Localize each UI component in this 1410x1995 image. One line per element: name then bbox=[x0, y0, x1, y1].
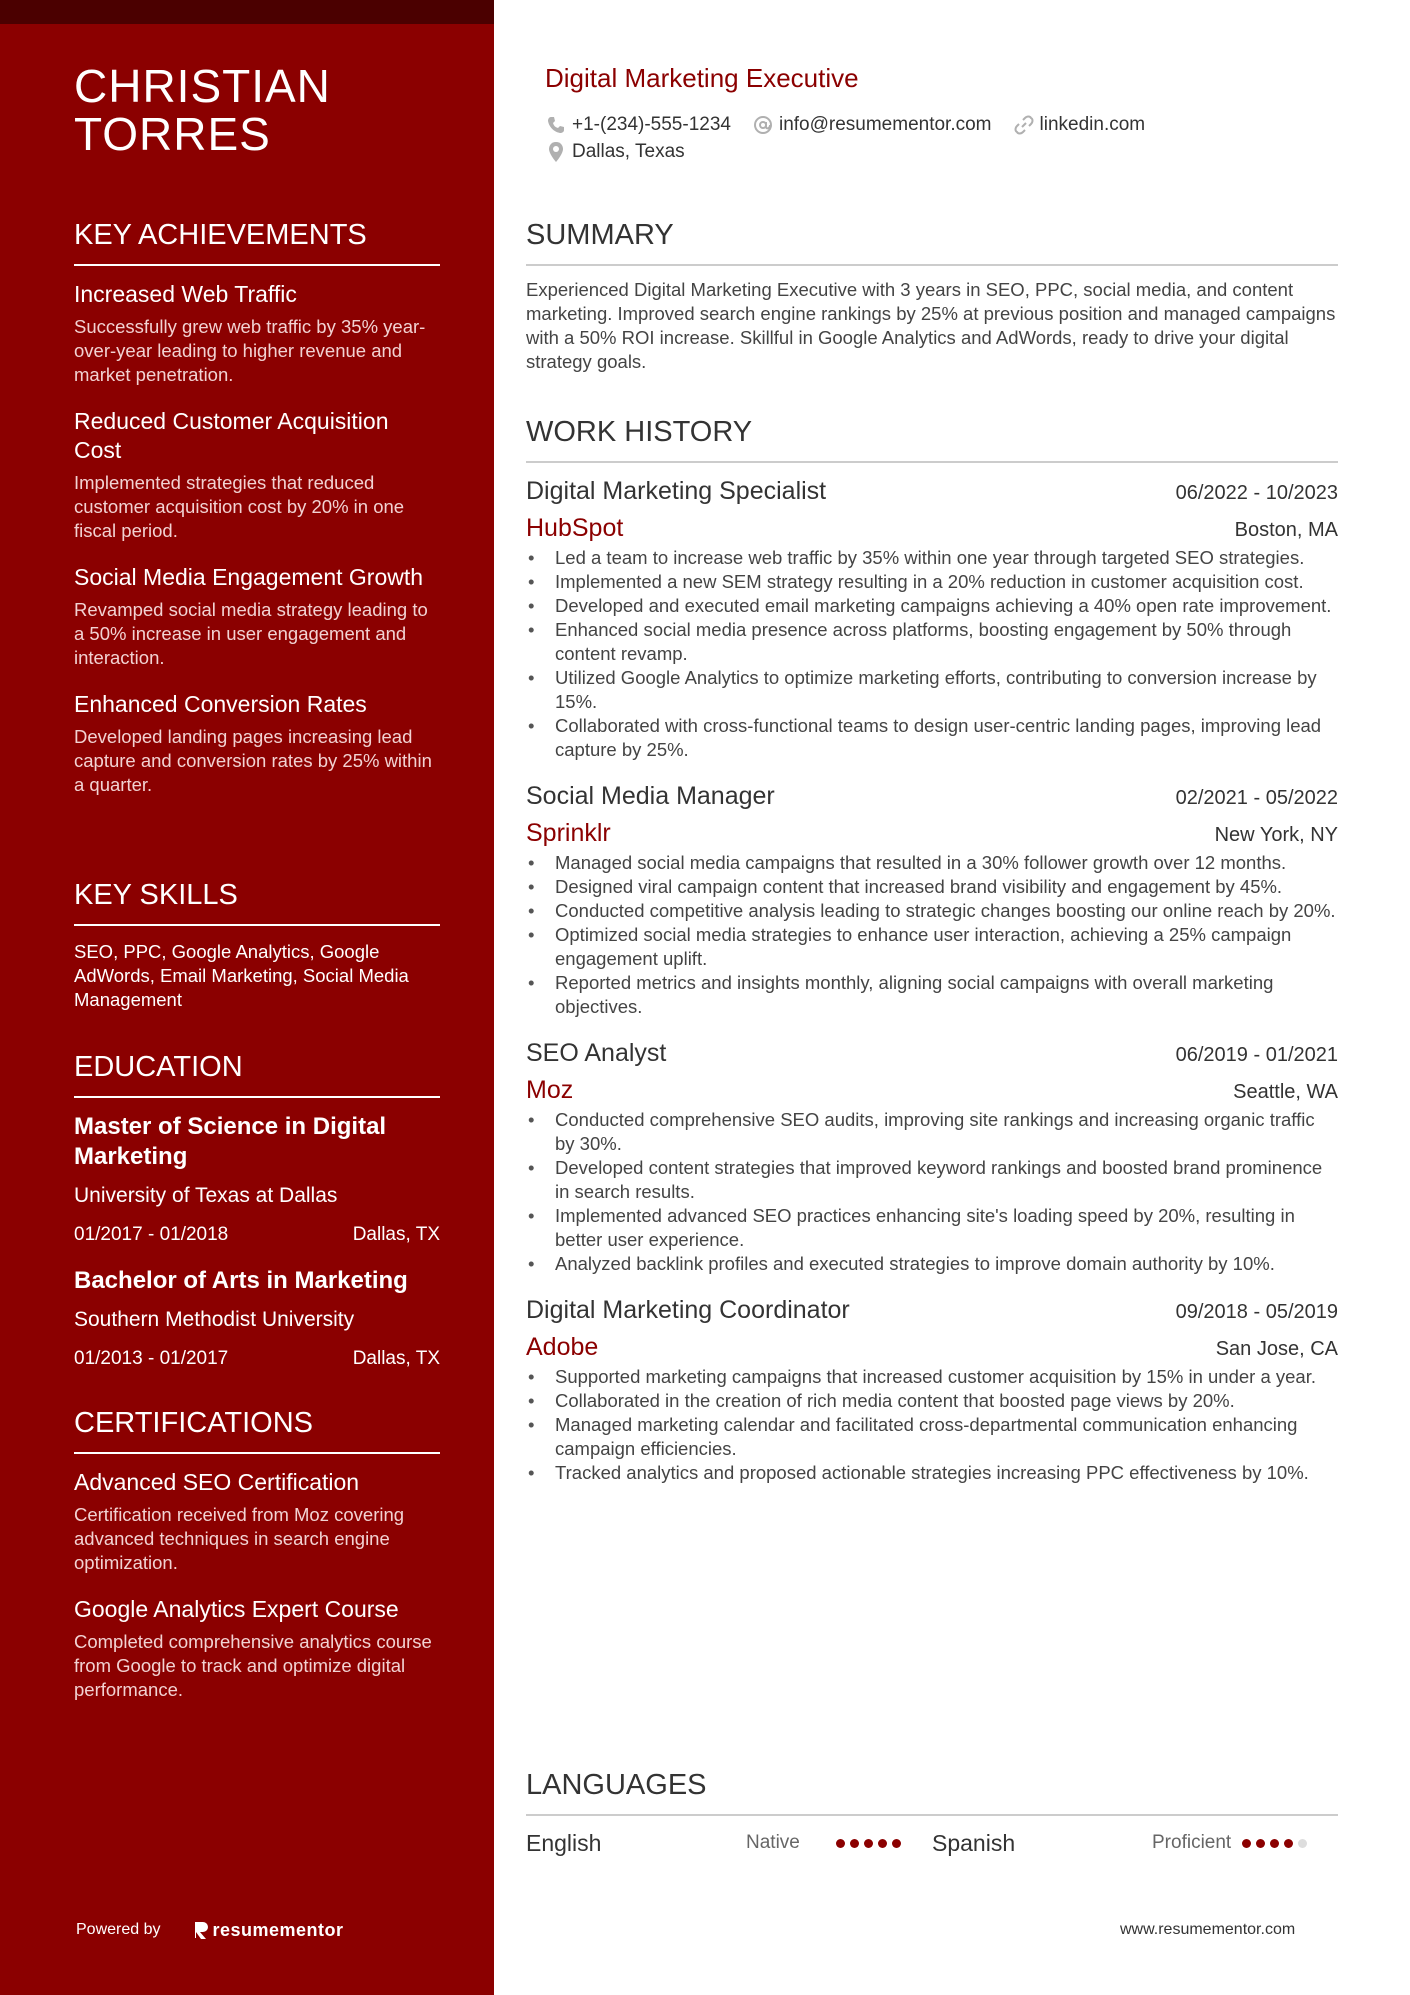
job-bullet: • Collaborated with cross-functional teams to design user-centric landing pages, improving lead capture by 25%. bbox=[526, 714, 1338, 762]
certification-title: Advanced SEO Certification bbox=[74, 1469, 360, 1495]
certifications-section bbox=[74, 1406, 440, 1722]
contact-linkedin bbox=[1014, 112, 1146, 138]
last-name: TORRES bbox=[74, 108, 271, 160]
job-location: Seattle, WA bbox=[1233, 1081, 1338, 1103]
edu-location: Dallas, TX bbox=[352, 1224, 440, 1245]
job-dates: 06/2019 - 01/2021 bbox=[1175, 1044, 1338, 1066]
contact-email bbox=[753, 112, 992, 138]
job-bullet: • Developed content strategies that improved keyword rankings and boosted brand prominence in search results. bbox=[526, 1156, 1338, 1204]
education-section bbox=[74, 1050, 440, 1390]
rating-dot bbox=[1298, 1839, 1307, 1848]
achievement-title: Increased Web Traffic bbox=[74, 281, 297, 307]
at-icon bbox=[753, 115, 773, 135]
edu-degree: Bachelor of Arts in Marketing bbox=[74, 1267, 408, 1294]
job-location: New York, NY bbox=[1214, 824, 1338, 846]
edu-school: University of Texas at Dallas bbox=[74, 1184, 338, 1207]
rating-dot bbox=[836, 1839, 845, 1848]
job-role: SEO Analyst bbox=[526, 1039, 667, 1067]
job-bullet: • Enhanced social media presence across platforms, boosting engagement by 50% through content revamp. bbox=[526, 618, 1338, 666]
achievements-section bbox=[74, 218, 440, 817]
job-bullet: • Designed viral campaign content that increased brand visibility and engagement by 45%. bbox=[526, 875, 1338, 899]
achievement-desc: Revamped social media strategy leading to a 50% increase in user engagement and interaction. bbox=[74, 599, 428, 668]
job-entry bbox=[526, 475, 1338, 762]
achievement-desc: Implemented strategies that reduced customer acquisition cost by 20% in one fiscal period. bbox=[74, 472, 405, 541]
sidebar-top-bar bbox=[0, 0, 494, 24]
job-bullet: • Implemented advanced SEO practices enhancing site's loading speed by 20%, resulting in better user experience. bbox=[526, 1204, 1338, 1252]
sidebar bbox=[0, 0, 494, 1995]
work-history-section bbox=[526, 415, 1338, 1503]
job-role: Digital Marketing Specialist bbox=[526, 477, 827, 505]
summary-section bbox=[526, 218, 1338, 374]
job-bullet: • Supported marketing campaigns that increased customer acquisition by 15% in under a year. bbox=[526, 1365, 1338, 1389]
job-company: HubSpot bbox=[526, 514, 624, 542]
powered-by-label: Powered by bbox=[76, 1921, 161, 1938]
job-location: Boston, MA bbox=[1234, 519, 1338, 541]
job-bullets bbox=[526, 1108, 1338, 1276]
language-rating bbox=[836, 1839, 906, 1848]
education-title: EDUCATION bbox=[74, 1050, 440, 1098]
achievements-title: KEY ACHIEVEMENTS bbox=[74, 218, 440, 266]
link-icon bbox=[1014, 115, 1034, 135]
linkedin-text: linkedin.com bbox=[1039, 114, 1146, 135]
language-name: English bbox=[526, 1830, 602, 1856]
job-entry bbox=[526, 1037, 1338, 1276]
job-role: Digital Marketing Coordinator bbox=[526, 1296, 850, 1324]
candidate-name bbox=[74, 62, 434, 158]
languages-title: LANGUAGES bbox=[526, 1768, 1338, 1816]
job-bullet: • Optimized social media strategies to enhance user interaction, achieving a 25% campaign engagement uplift. bbox=[526, 923, 1338, 971]
language-level: Proficient bbox=[1152, 1832, 1232, 1853]
rating-dot bbox=[864, 1839, 873, 1848]
achievement-desc: Developed landing pages increasing lead capture and conversion rates by 25% within a quarter. bbox=[74, 726, 432, 795]
certification-desc: Completed comprehensive analytics course from Google to track and optimize digital performance. bbox=[74, 1631, 432, 1700]
contact-location bbox=[546, 139, 685, 165]
job-bullets bbox=[526, 851, 1338, 1019]
certification-item bbox=[74, 1595, 440, 1702]
headline: Digital Marketing Executive bbox=[545, 63, 859, 93]
education-item bbox=[74, 1266, 440, 1372]
job-bullet: • Led a team to increase web traffic by 35% within one year through targeted SEO strategies. bbox=[526, 546, 1338, 570]
achievement-item bbox=[74, 280, 440, 387]
rating-dot bbox=[1256, 1839, 1265, 1848]
job-location: San Jose, CA bbox=[1215, 1338, 1338, 1360]
job-entry bbox=[526, 780, 1338, 1019]
rating-dot bbox=[1242, 1839, 1251, 1848]
job-bullet: • Implemented a new SEM strategy resulting in a 20% reduction in customer acquisition cost. bbox=[526, 570, 1338, 594]
language-rating bbox=[1242, 1839, 1312, 1848]
summary-title: SUMMARY bbox=[526, 218, 1338, 266]
job-bullets bbox=[526, 546, 1338, 762]
education-item bbox=[74, 1112, 440, 1248]
location-text: Dallas, Texas bbox=[572, 141, 685, 162]
rating-dot bbox=[1284, 1839, 1293, 1848]
resumementor-logo-icon bbox=[193, 1920, 209, 1940]
powered-by bbox=[76, 1918, 344, 1942]
skills-text: SEO, PPC, Google Analytics, Google AdWords, Email Marketing, Social Media Management bbox=[74, 941, 409, 1010]
work-history-title: WORK HISTORY bbox=[526, 415, 1338, 463]
phone-icon bbox=[546, 115, 566, 135]
edu-degree: Master of Science in Digital Marketing bbox=[74, 1113, 387, 1170]
skills-section bbox=[74, 878, 440, 1012]
location-pin-icon bbox=[546, 141, 566, 163]
job-bullets bbox=[526, 1365, 1338, 1485]
achievement-item bbox=[74, 563, 440, 670]
achievement-title: Enhanced Conversion Rates bbox=[74, 691, 367, 717]
job-company: Moz bbox=[526, 1076, 574, 1104]
language-level: Native bbox=[746, 1832, 800, 1853]
job-dates: 02/2021 - 05/2022 bbox=[1175, 787, 1338, 809]
summary-text: Experienced Digital Marketing Executive with 3 years in SEO, PPC, social media, and content marketing. Improved search engine rankings by 25% at previous position and managed campaigns with a 50% ROI increase. Skillful in Google Analytics and AdWords, ready to drive your digital strategy goals. bbox=[526, 279, 1336, 372]
certification-desc: Certification received from Moz covering advanced techniques in search engine optimization. bbox=[74, 1504, 405, 1573]
certifications-title: CERTIFICATIONS bbox=[74, 1406, 440, 1454]
rating-dot bbox=[892, 1839, 901, 1848]
job-bullet: • Analyzed backlink profiles and executed strategies to improve domain authority by 10%. bbox=[526, 1252, 1338, 1276]
edu-dates: 01/2017 - 01/2018 bbox=[74, 1224, 229, 1245]
skills-title: KEY SKILLS bbox=[74, 878, 440, 926]
rating-dot bbox=[850, 1839, 859, 1848]
job-bullet: • Tracked analytics and proposed actionable strategies increasing PPC effectiveness by 10%. bbox=[526, 1461, 1338, 1485]
job-role: Social Media Manager bbox=[526, 782, 775, 810]
language-name: Spanish bbox=[932, 1830, 1016, 1856]
email-text: info@resumementor.com bbox=[778, 114, 992, 135]
job-bullet: • Collaborated in the creation of rich media content that boosted page views by 20%. bbox=[526, 1389, 1338, 1413]
achievement-item bbox=[74, 407, 440, 543]
job-bullet: • Developed and executed email marketing campaigns achieving a 40% open rate improvement. bbox=[526, 594, 1338, 618]
phone-text: +1-(234)-555-1234 bbox=[572, 114, 731, 135]
achievement-title: Social Media Engagement Growth bbox=[74, 564, 424, 590]
language-item bbox=[932, 1828, 1338, 1858]
job-bullet: • Utilized Google Analytics to optimize marketing efforts, contributing to conversion increase by 15%. bbox=[526, 666, 1338, 714]
contact-row-1 bbox=[546, 112, 1167, 138]
rating-dot bbox=[878, 1839, 887, 1848]
certification-title: Google Analytics Expert Course bbox=[74, 1596, 399, 1622]
achievement-item bbox=[74, 690, 440, 797]
edu-dates: 01/2013 - 01/2017 bbox=[74, 1348, 229, 1369]
job-dates: 09/2018 - 05/2019 bbox=[1175, 1301, 1338, 1323]
job-bullet: • Managed social media campaigns that resulted in a 30% follower growth over 12 months. bbox=[526, 851, 1338, 875]
edu-school: Southern Methodist University bbox=[74, 1308, 355, 1331]
job-bullet: • Reported metrics and insights monthly, aligning social campaigns with overall marketing objectives. bbox=[526, 971, 1338, 1019]
job-company: Adobe bbox=[526, 1333, 599, 1361]
job-dates: 06/2022 - 10/2023 bbox=[1175, 482, 1338, 504]
languages-section bbox=[526, 1768, 1338, 1858]
achievement-title: Reduced Customer Acquisition Cost bbox=[74, 408, 389, 463]
language-item bbox=[526, 1828, 932, 1858]
certification-item bbox=[74, 1468, 440, 1575]
job-company: Sprinklr bbox=[526, 819, 611, 847]
achievement-desc: Successfully grew web traffic by 35% year-over-year leading to higher revenue and market penetration. bbox=[74, 316, 426, 385]
first-name: CHRISTIAN bbox=[74, 60, 331, 112]
contact-phone bbox=[546, 112, 731, 138]
brand-name: resumementor bbox=[212, 1920, 344, 1940]
job-bullet: • Conducted comprehensive SEO audits, improving site rankings and increasing organic traffic by 30%. bbox=[526, 1108, 1338, 1156]
job-bullet: • Conducted competitive analysis leading to strategic changes boosting our online reach by 20%. bbox=[526, 899, 1338, 923]
job-bullet: • Managed marketing calendar and facilitated cross-departmental communication enhancing campaign efficiencies. bbox=[526, 1413, 1338, 1461]
edu-location: Dallas, TX bbox=[352, 1348, 440, 1369]
job-entry bbox=[526, 1294, 1338, 1485]
footer-url: www.resumementor.com bbox=[1120, 1921, 1296, 1938]
rating-dot bbox=[1270, 1839, 1279, 1848]
contact-row-2 bbox=[546, 139, 707, 165]
